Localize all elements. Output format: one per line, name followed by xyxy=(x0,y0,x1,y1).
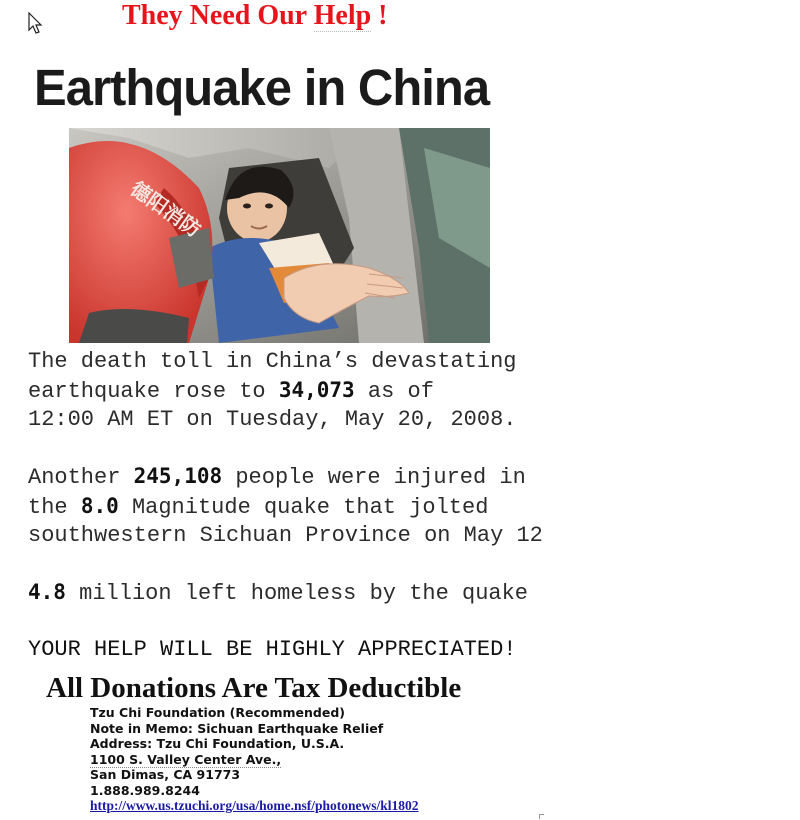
death-toll-line-3: 12:00 AM ET on Tuesday, May 20, 2008. xyxy=(28,407,517,432)
text-span: Another xyxy=(28,465,134,490)
street-line xyxy=(90,752,419,768)
helmet-text: 德阳消防 xyxy=(126,176,206,242)
text-span: earthquake rose to xyxy=(28,379,279,404)
injured-number: 245,108 xyxy=(133,464,223,488)
magnitude-number: 8.0 xyxy=(80,494,119,518)
spacer xyxy=(28,608,545,636)
tagline-heading xyxy=(122,0,388,32)
earthquake-rescue-photo xyxy=(69,128,490,343)
url-line xyxy=(90,798,419,814)
address-line: Address: Tzu Chi Foundation, U.S.A. xyxy=(90,736,345,751)
tagline-help-word: Help xyxy=(313,0,372,31)
spacer xyxy=(28,434,545,462)
donation-info xyxy=(90,705,419,814)
text-span: Magnitude quake that jolted xyxy=(118,495,489,520)
mouse-pointer-icon xyxy=(28,12,44,36)
text-span: million left homeless by the quake xyxy=(65,581,529,606)
homeless-number: 4.8 xyxy=(28,580,66,604)
page-corner-mark xyxy=(539,814,544,819)
tagline-after: ! xyxy=(371,0,388,31)
death-toll-line-1: The death toll in China’s devastating xyxy=(28,349,517,374)
article-body xyxy=(28,348,545,664)
spacer xyxy=(28,550,545,578)
tzuchi-link[interactable]: http://www.us.tzuchi.org/usa/home.nsf/photonews/kl1802 xyxy=(90,798,419,813)
org-name: Tzu Chi Foundation (Recommended) xyxy=(90,705,345,720)
text-span: as of xyxy=(354,379,434,404)
death-toll-line-2 xyxy=(28,376,545,406)
tagline-before: They Need Our xyxy=(122,0,314,31)
city-line: San Dimas, CA 91773 xyxy=(90,767,241,782)
injured-line-1 xyxy=(28,462,545,492)
memo-note: Note in Memo: Sichuan Earthquake Relief xyxy=(90,720,384,736)
text-span: the xyxy=(28,495,81,520)
phone-line: 1.888.989.8244 xyxy=(90,782,200,798)
text-span: people were injured in xyxy=(222,465,526,490)
headline-title: Earthquake in China xyxy=(34,59,490,116)
street-text: 1100 S. Valley Center Ave., xyxy=(90,751,282,767)
injured-line-2 xyxy=(28,492,545,522)
appeal-line: YOUR HELP WILL BE HIGHLY APPRECIATED! xyxy=(28,637,517,662)
homeless-line xyxy=(28,578,545,608)
death-toll-number: 34,073 xyxy=(278,378,355,402)
injured-line-3: southwestern Sichuan Province on May 12 xyxy=(28,523,543,548)
tax-deductible-heading: All Donations Are Tax Deductible xyxy=(46,672,462,704)
